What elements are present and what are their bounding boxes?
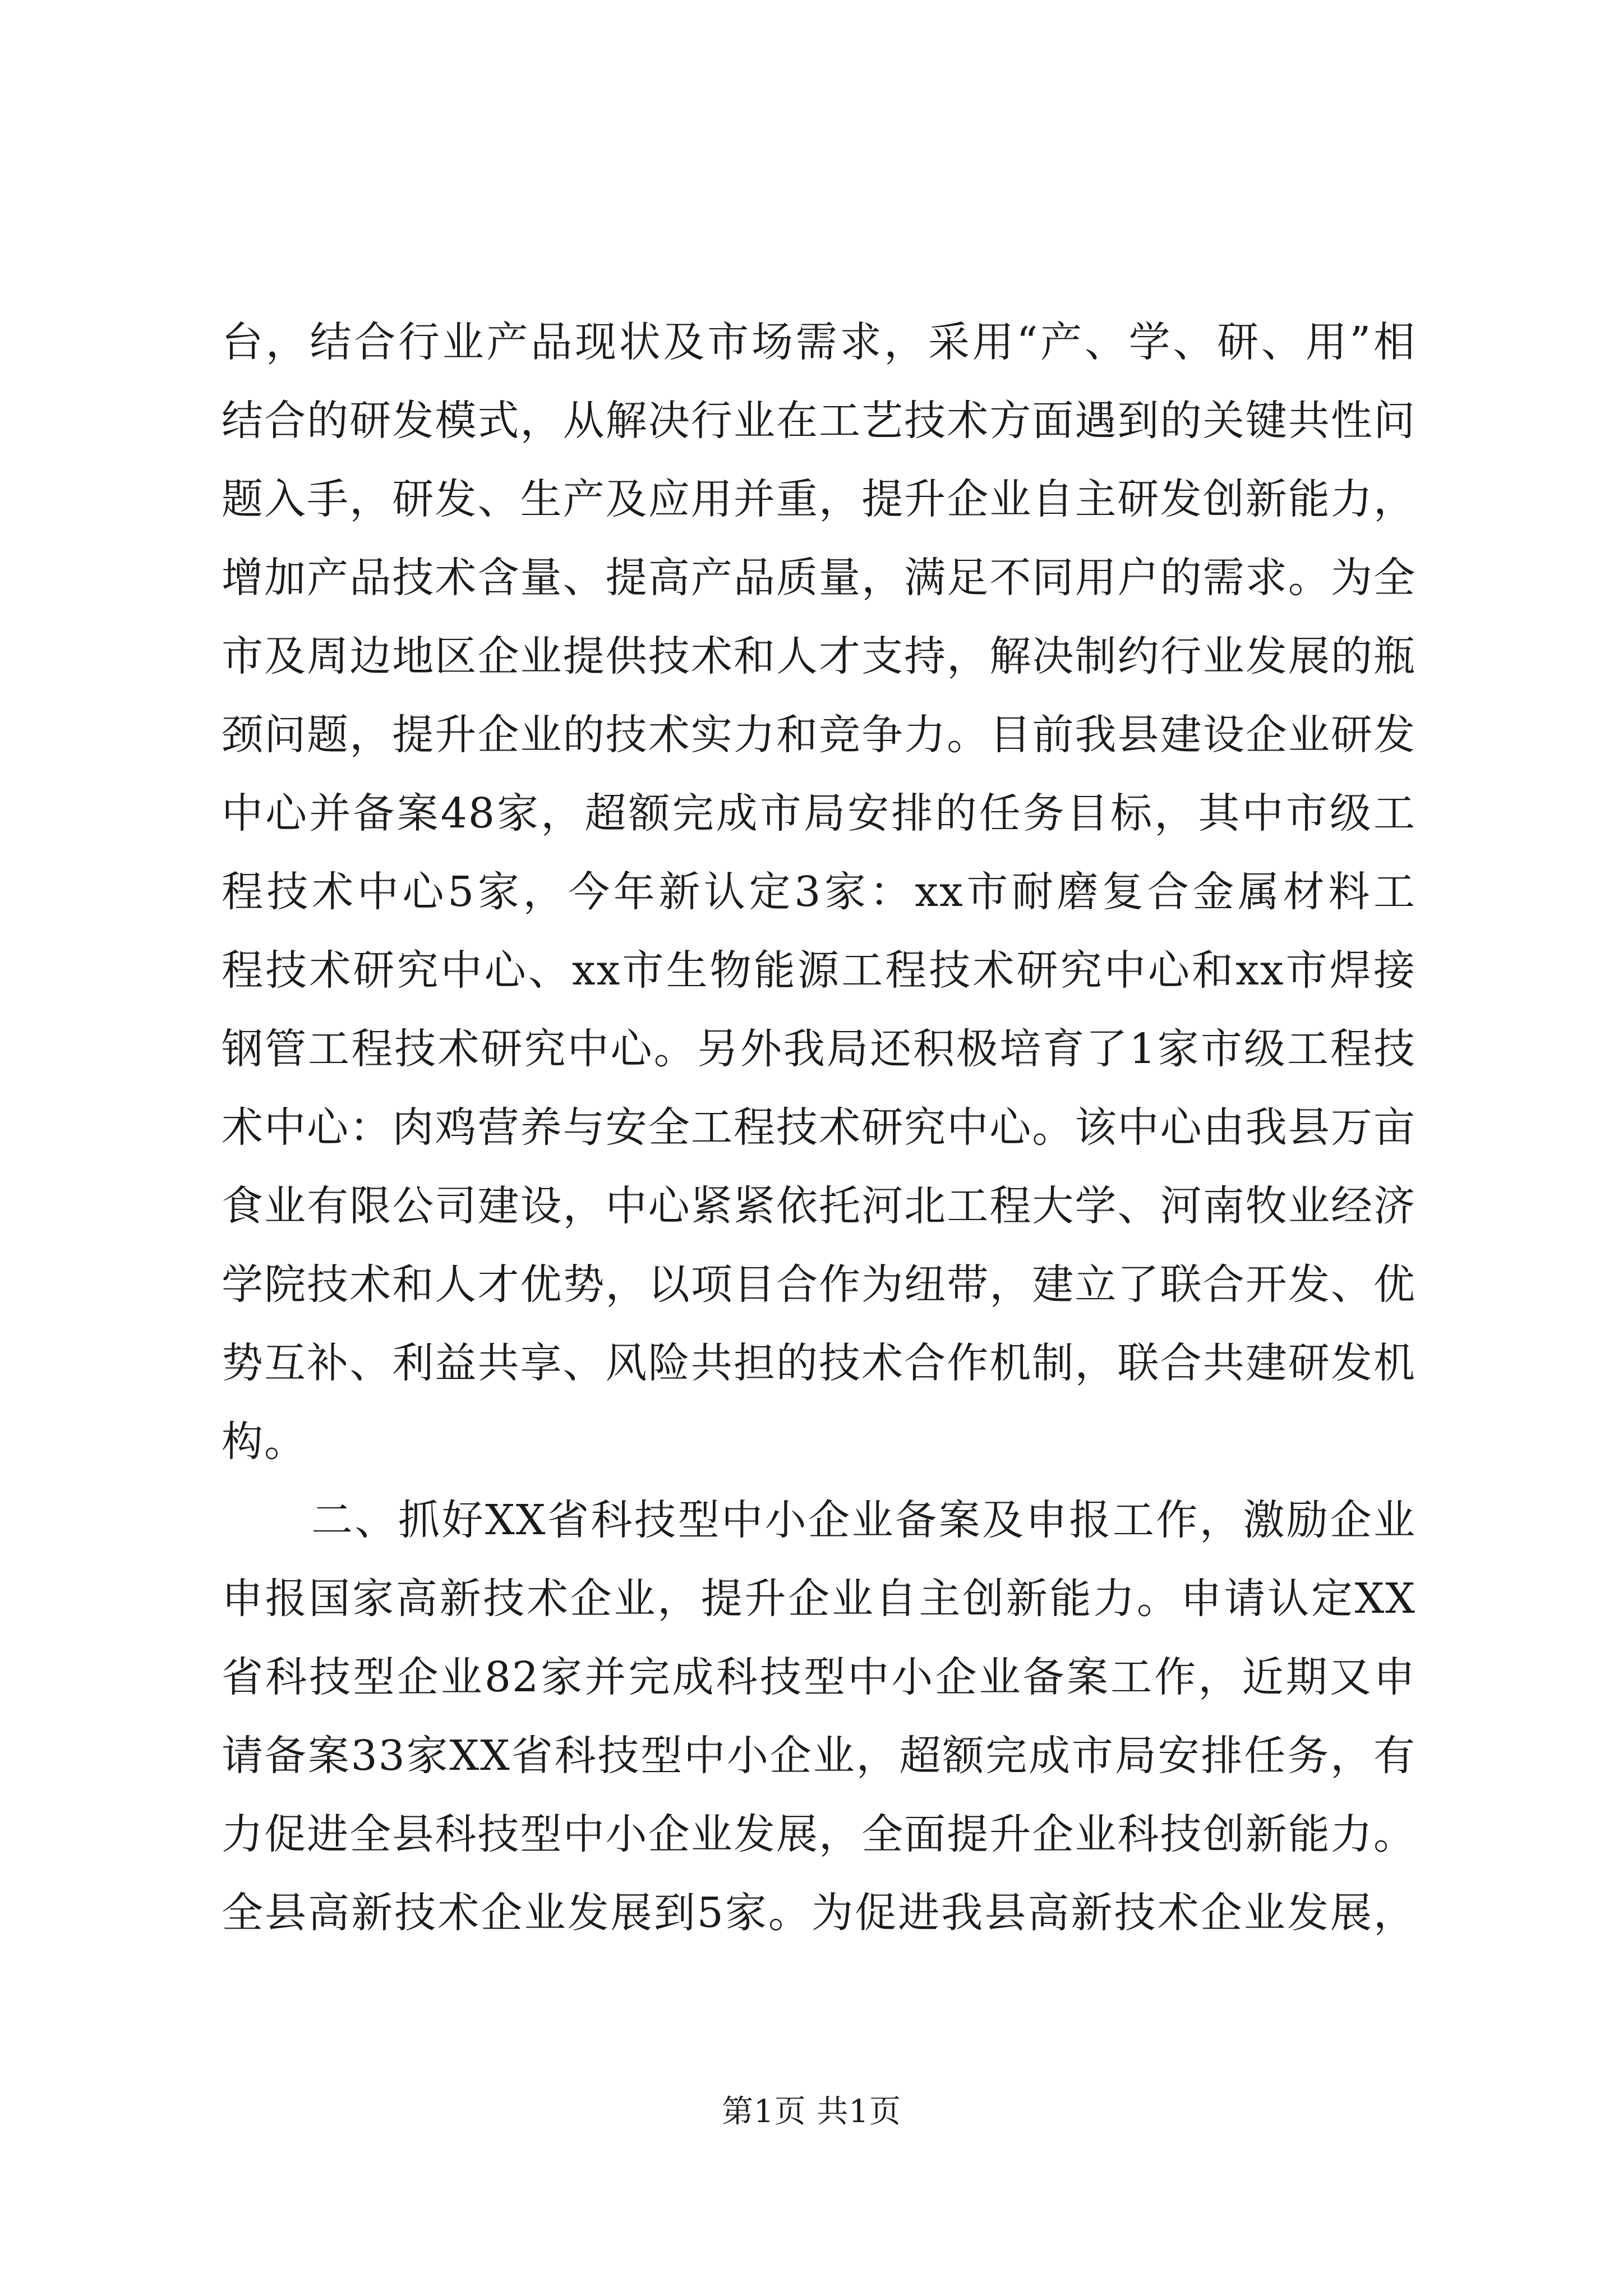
text-line: 术中心：肉鸡营养与安全工程技术研究中心。该中心由我县万亩 bbox=[222, 1103, 1416, 1152]
text-line: 学院技术和人才优势，以项目合作为纽带，建立了联合开发、优 bbox=[222, 1260, 1416, 1309]
text-line: 食业有限公司建设，中心紧紧依托河北工程大学、河南牧业经济 bbox=[222, 1182, 1416, 1230]
text-line: 市及周边地区企业提供技术和人才支持，解决制约行业发展的瓶 bbox=[222, 632, 1416, 680]
text-line: 中心并备案48家，超额完成市局安排的任务目标，其中市级工 bbox=[222, 789, 1416, 838]
text-line: 题入手，研发、生产及应用并重，提升企业自主研发创新能力， bbox=[222, 475, 1416, 523]
text-line: 请备案33家XX省科技型中小企业，超额完成市局安排任务，有 bbox=[222, 1732, 1416, 1780]
text-line: 构。 bbox=[222, 1418, 307, 1466]
text-line: 程技术中心5家，今年新认定3家：xx市耐磨复合金属材料工 bbox=[222, 868, 1416, 916]
page-footer: 第1页 共1页 bbox=[721, 2093, 902, 2130]
text-line: 力促进全县科技型中小企业发展，全面提升企业科技创新能力。 bbox=[222, 1810, 1416, 1858]
text-line: 省科技型企业82家并完成科技型中小企业备案工作，近期又申 bbox=[222, 1653, 1416, 1701]
text-line: 钢管工程技术研究中心。另外我局还积极培育了1家市级工程技 bbox=[222, 1025, 1416, 1073]
text-line: 结合的研发模式，从解决行业在工艺技术方面遇到的关键共性问 bbox=[222, 397, 1416, 445]
text-line: 程技术研究中心、xx市生物能源工程技术研究中心和xx市焊接 bbox=[222, 946, 1416, 995]
text-line: 增加产品技术含量、提高产品质量，满足不同用户的需求。为全 bbox=[222, 554, 1416, 602]
text-line: 申报国家高新技术企业，提升企业自主创新能力。申请认定XX bbox=[222, 1575, 1416, 1623]
text-line: 全县高新技术企业发展到5家。为促进我县高新技术企业发展， bbox=[222, 1889, 1416, 1937]
text-line: 台，结合行业产品现状及市场需求，采用“产、学、研、用”相 bbox=[222, 318, 1416, 366]
text-line: 势互补、利益共享、风险共担的技术合作机制，联合共建研发机 bbox=[222, 1339, 1416, 1387]
paragraph-start-line: 二、抓好XX省科技型中小企业备案及申报工作，激励企业 bbox=[311, 1496, 1416, 1544]
text-line: 颈问题，提升企业的技术实力和竞争力。目前我县建设企业研发 bbox=[222, 711, 1416, 759]
